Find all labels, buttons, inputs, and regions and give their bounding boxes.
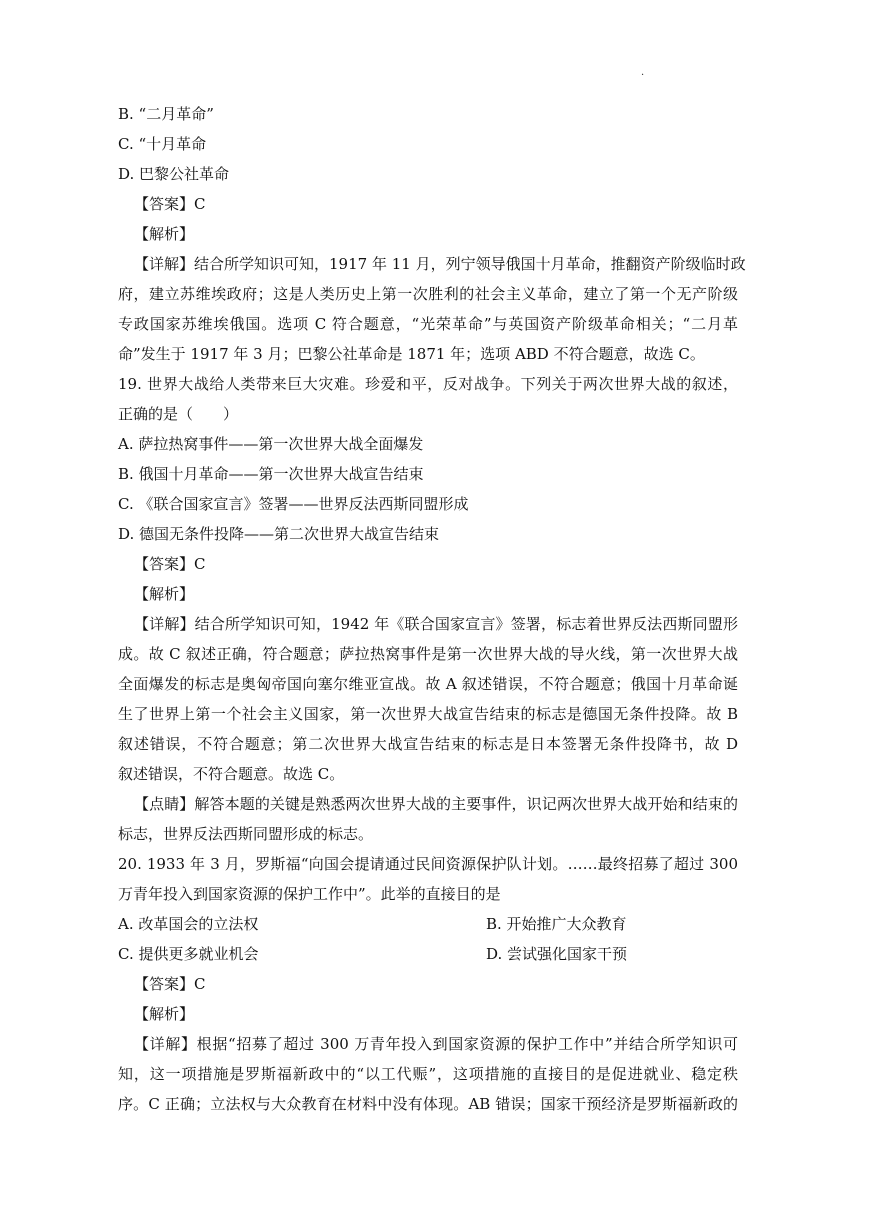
explanation-line: 成。故 C 叙述正确，符合题意；萨拉热窝事件是第一次世界大战的导火线，第一次世界大战 [118,645,738,663]
explanation-line: 叙述错误，不符合题意；第二次世界大战宣告结束的标志是日本签署无条件投降书，故 D [118,735,738,753]
question-20: 20. 1933 年 3 月，罗斯福“向国会提请通过民间资源保护队计划。……最终招募了超过 300 [118,855,738,873]
option-b: B. 俄国十月革命——第一次世界大战宣告结束 [118,465,424,483]
explanation-line: 【详解】结合所学知识可知，1917 年 11 月，列宁领导俄国十月革命，推翻资产阶级临时政 [134,255,746,273]
explanation-line: 生了世界上第一个社会主义国家，第一次世界大战宣告结束的标志是德国无条件投降。故 B [118,705,738,723]
option-b: B. “二月革命” [118,105,214,123]
options-row [0,942,869,966]
analysis-label: 【解析】 [134,225,195,243]
key-point-line: 【点睛】解答本题的关键是熟悉两次世界大战的主要事件，识记两次世界大战开始和结束的 [134,795,738,813]
option-c: C. 《联合国家宣言》签署——世界反法西斯同盟形成 [118,495,469,513]
answer-label: 【答案】C [134,975,206,993]
option-d: D. 德国无条件投降——第二次世界大战宣告结束 [118,525,440,543]
explanation-line: 全面爆发的标志是奥匈帝国向塞尔维亚宣战。故 A 叙述错误，不符合题意；俄国十月革命诞 [118,675,738,693]
explanation-line: 知，这一项措施是罗斯福新政中的“以工代赈”，这项措施的直接目的是促进就业、稳定秩 [118,1065,738,1083]
option-d: D. 巴黎公社革命 [118,165,230,183]
option-d: D. 尝试强化国家干预 [486,945,628,963]
question-19-cont: 正确的是（ ） [118,405,239,423]
option-c: C. 提供更多就业机会 [118,945,259,963]
explanation-line: 府，建立苏维埃政府；这是人类历史上第一次胜利的社会主义革命，建立了第一个无产阶级 [118,285,738,303]
header-mark: · [641,70,645,81]
analysis-label: 【解析】 [134,585,195,603]
option-a: A. 改革国会的立法权 [118,915,259,933]
explanation-line: 【详解】根据“招募了超过 300 万青年投入到国家资源的保护工作中”并结合所学知识可 [134,1035,738,1053]
explanation-line: 专政国家苏维埃俄国。选项 C 符合题意，“光荣革命”与英国资产阶级革命相关；“二月革 [118,315,738,333]
explanation-line: 叙述错误，不符合题意。故选 C。 [118,765,345,783]
options-row [0,912,869,936]
explanation-line: 命”发生于 1917 年 3 月；巴黎公社革命是 1871 年；选项 ABD 不符合题意，故选 C。 [118,345,705,363]
analysis-label: 【解析】 [134,1005,195,1023]
question-19: 19. 世界大战给人类带来巨大灾难。珍爱和平，反对战争。下列关于两次世界大战的叙述， [118,375,738,393]
explanation-line: 【详解】结合所学知识可知，1942 年《联合国家宣言》签署，标志着世界反法西斯同盟形 [134,615,738,633]
question-20-cont: 万青年投入到国家资源的保护工作中”。此举的直接目的是 [118,885,501,903]
option-a: A. 萨拉热窝事件——第一次世界大战全面爆发 [118,435,424,453]
answer-label: 【答案】C [134,195,206,213]
option-c: C. “十月革命 [118,135,207,153]
option-b: B. 开始推广大众教育 [486,915,627,933]
key-point-line: 标志，世界反法西斯同盟形成的标志。 [118,825,374,843]
explanation-line: 序。C 正确；立法权与大众教育在材料中没有体现。AB 错误；国家干预经济是罗斯福新政的 [118,1095,738,1113]
answer-label: 【答案】C [134,555,206,573]
